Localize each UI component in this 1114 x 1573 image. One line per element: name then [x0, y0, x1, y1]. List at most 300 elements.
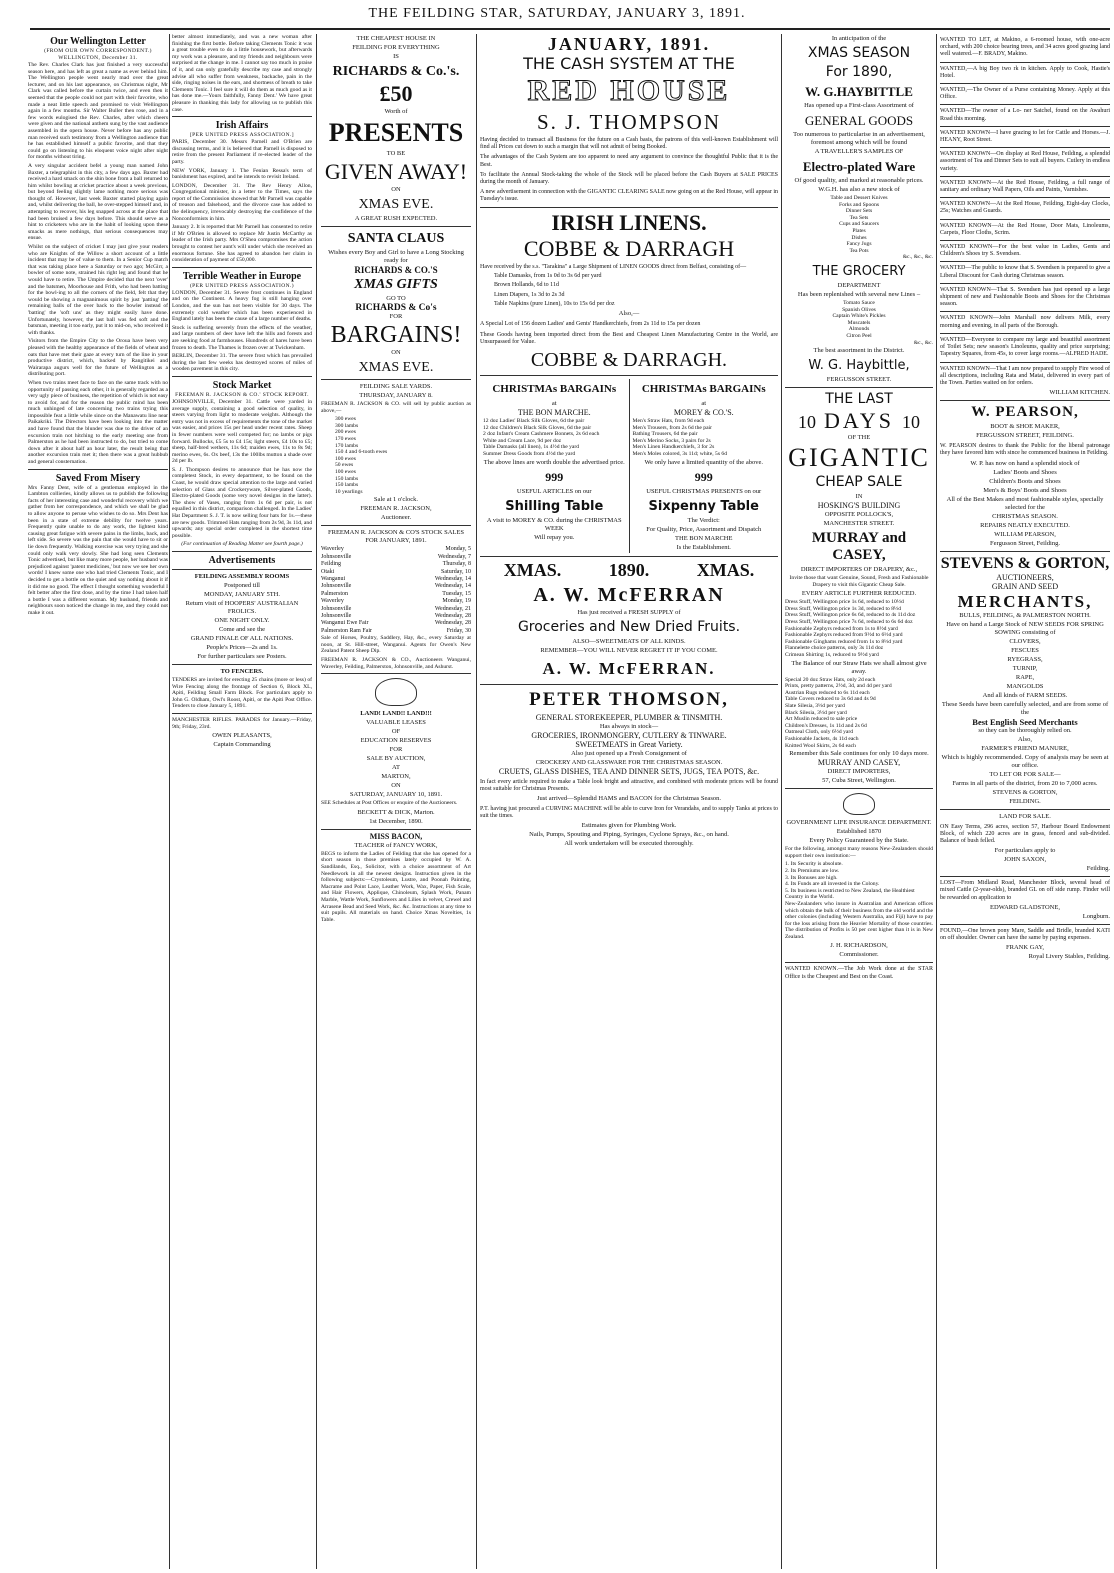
article-paragraph: January 2. It is reported that Mr Parnell has consented to retire if Mr O'Brien is allowed to replace Mr Justin McCarthy as leader of the Irish party. Mrs O'Shea compromises the action brought to contest her aunt's will under which she received an enormous fortune. She has agreed to abandon her claim in consideration of payment of £50,000.	[172, 224, 312, 264]
ad-heading: XMAS EVE.	[358, 197, 434, 212]
sale-row: Wanganui Ewe Fair Wednesday, 28	[321, 620, 471, 627]
ad-line: AUCTIONEERS,	[996, 572, 1054, 582]
ad-heading: A. W. McFERRAN.	[542, 658, 716, 678]
list-item: Table Covers reduced to 3s 6d and 4s 9d	[785, 696, 876, 703]
ad-line: Have on hand a Large Stock of NEW SEEDS FOR SPRING SOWING consisting of	[946, 620, 1104, 636]
ad-signature: Royal Livery Stables, Feilding.	[1028, 953, 1110, 961]
ad-text: For the following, amongst many reasons New-Zealanders should support their own institution:—	[785, 846, 933, 859]
divider	[940, 104, 1110, 105]
ad-signature: OWEN PLEASANTS,	[212, 732, 272, 740]
divider	[172, 569, 312, 570]
ad-text: FREEMAN R. JACKSON & CO., Auctioneers Wanganui, Waverley, Feilding, Palmerston, Johnsonville, and Ashurst.	[321, 656, 471, 670]
royal-arms-icon	[375, 678, 417, 706]
ad-heading: THE LAST	[825, 391, 893, 408]
divider	[940, 176, 1110, 177]
ad-heading: 999	[694, 469, 713, 484]
ad-line: Also just opened up a Fresh Consignment of	[571, 749, 687, 757]
divider	[785, 788, 933, 789]
ad-heading: GIVEN AWAY!	[324, 159, 468, 184]
sale-item: 10 yearlings	[335, 488, 363, 495]
sale-item: 50 ewes	[335, 462, 354, 469]
ad-line: W. P. has now on hand a splendid stock of	[970, 459, 1080, 467]
list-item: Fashionable Zephyrs reduced from 9½d to 6½d yard	[785, 632, 903, 639]
list-item: &c., &c., &c.	[902, 254, 933, 261]
list-item: TURNIP,	[1012, 664, 1038, 672]
ad-signature: Commissioner.	[839, 951, 879, 959]
classified-ad: WANTED KNOWN—John Marshall now delivers Milk, every morning and evening, in all parts of the Borough.	[940, 315, 1110, 329]
list-item: Tea Sets	[849, 214, 869, 221]
ad-heading: GENERAL GOODS	[804, 113, 914, 128]
ad-line: FERGUSSON STREET.	[826, 376, 892, 384]
list-item: Fancy Jugs	[846, 241, 872, 248]
two-ad-split	[480, 379, 778, 553]
article-paragraph: Visitors from the Empire City to the Oroua have been very pleased with the healthy appearance of the fields of wheat and oats that have met their gaze at every turn of the line in your productive district, which, backed by Rangitikei and Wairarapa augurs well for the future of Wellington as a distributing port.	[28, 338, 168, 378]
ad-heading: IRISH LINENS.	[551, 209, 707, 235]
divider	[940, 219, 1110, 220]
ad-heading: MERCHANTS,	[957, 591, 1093, 611]
classified-ad: WANTED—The owner of a Lo- ner Satchel, found on the Awahuri Road this morning.	[940, 108, 1110, 122]
ad-line: The best assortment in the District.	[813, 347, 905, 355]
ad-signature: Captain Commanding	[213, 741, 271, 749]
ad-line: SALE BY AUCTION,	[366, 755, 426, 763]
ad-signature: MURRAY AND CASEY,	[817, 758, 901, 768]
ad-line: All work undertaken will be executed thoroughly.	[564, 840, 694, 848]
column-3	[321, 34, 471, 1569]
ad-text: FOUND,—One brown pony Mare, Saddle and Bridle, branded KATI on off shoulder. Owner can have the same by paying expenses.	[940, 927, 1110, 941]
ad-line: Come and see the	[218, 626, 266, 633]
ad-line: SWEETMEATS in Great Variety.	[575, 739, 683, 749]
article-heading: Saved From Misery	[55, 472, 141, 484]
ad-signature: WILLIAM KITCHEN.	[1049, 389, 1110, 397]
ad-line: FOR	[389, 313, 403, 320]
ad-line: Established 1870	[836, 828, 882, 836]
sale-row: Wanganui Wednesday, 14	[321, 575, 471, 582]
article-heading: Stock Market	[212, 379, 272, 391]
ad-text: WANTED KNOWN.—The Job Work done at the STAR Office is the Cheapest and Best on the Coast.	[785, 966, 933, 980]
ad-line: THURSDAY, JANUARY 8.	[359, 392, 433, 399]
ad-line: Just arrived—Splendid HAMS and BACON for the Christmas Season.	[537, 795, 721, 803]
list-item: Men's Merino Socks, 3 pairs for 2s	[632, 437, 711, 444]
sale-item: 200 ewes	[335, 429, 356, 436]
article-heading: Terrible Weather in Europe	[182, 270, 302, 282]
list-item: &c., &c.	[913, 339, 933, 346]
list-item: RYEGRASS,	[1007, 655, 1043, 663]
ad-line: DEPARTMENT	[837, 281, 881, 289]
ad-line: Has always in stock—	[599, 722, 659, 730]
list-item: 2 doz Infant's Cream Cashmere Bonnets, 2s 6d each	[483, 431, 600, 438]
divider	[940, 924, 1110, 925]
list-item: Spanish Olives	[842, 306, 876, 313]
divider	[172, 713, 312, 714]
list-item: Muscatels	[847, 319, 871, 326]
ad-line: FOR	[389, 746, 403, 754]
ad-line: W.G.H. has also a new stock of	[818, 186, 900, 193]
ad-signature: FREEMAN R. JACKSON,	[360, 505, 432, 513]
ad-heading: W. G.HAYBITTLE	[805, 84, 913, 99]
ad-heading: PRESENTS	[328, 118, 464, 147]
list-item: Men's Linen Handkerchiefs, 3 for 2s	[632, 444, 715, 451]
ad-heading: GOVERNMENT LIFE INSURANCE DEPARTMENT.	[786, 819, 932, 827]
divider	[940, 147, 1110, 148]
divider	[940, 876, 1110, 877]
list-item: Table Damasks (all linen), 1s 4½d the yard	[483, 444, 580, 451]
ad-line: USEFUL CHRISTMAS PRESENTS on our	[646, 487, 762, 495]
ad-line: ONE NIGHT ONLY.	[214, 617, 270, 624]
ad-text: Sale of Horses, Poultry, Saddlery, Hay, &c., every Saturday at noon, at St. Hill-street, Wanganui. Agents for Owen's New Zealand Patent Sheep Dip.	[321, 635, 471, 655]
ad-line: TEACHER of FANCY WORK,	[354, 841, 438, 849]
ad-line: REPAIRS NEATLY EXECUTED.	[980, 521, 1070, 529]
ad-signature: DIRECT IMPORTERS,	[827, 768, 891, 776]
sale-row: Palmerston Ram Fair Friday, 30	[321, 627, 471, 634]
divider	[940, 809, 1110, 810]
sale-row: Johnsonville Wednesday, 7	[321, 553, 471, 560]
ad-line: IS	[393, 53, 399, 60]
column-4	[480, 34, 778, 1569]
list-item: 1. Its Security is absolute.	[785, 861, 843, 868]
ad-text: MANCHESTER RIFLES. PARADES for January.—Friday, 9th; Friday, 23rd.	[172, 716, 312, 730]
ad-heading: JANUARY, 1891.	[547, 34, 711, 54]
ad-signature: FEILDING.	[1009, 797, 1041, 805]
ad-line: Estimates given for Plumbing Work.	[581, 822, 677, 830]
dateline: WELLINGTON, December 31.	[58, 55, 138, 61]
ad-line: These Seeds have been carefully selected, and are from some of the	[941, 700, 1109, 716]
column-5	[785, 34, 933, 1569]
ad-line: Is the Establishment.	[676, 543, 731, 551]
divider	[172, 116, 312, 117]
ad-line: ALSO—SWEETMEATS OF ALL KINDS.	[572, 637, 686, 645]
article-paragraph: S. J. Thompson desires to announce that he has now the completest Stock, in every department, to be found on the Coast, he would draw special attention to the large and varied selection of Glass and Crockeryware, Silver-plated Goods, Electro-plated Goods (some very novel designs in the latter). The show of Vases, ranging from 1s 6d per pair, is not equalled in this district, comparison challenged. In the Ladies' Hat Department S. J. T. is now selling four hats for 1s.—these are new goods. Trimmed Hats ranging from 2s 9d, 3s 11d, and upwards; any special order completed in the shortest time possible.	[172, 466, 312, 539]
ad-heading: XMAS.	[696, 559, 755, 580]
ad-text: These Goods having been imported direct from the Best and Cheapest Linen Manufacturing Centre in the World, are Unsurpassed for Value.	[480, 331, 778, 345]
divider	[785, 962, 933, 963]
ad-line: Of good quality, and marked at reasonable prices.	[794, 177, 924, 184]
ad-text: New-Zealanders who insure in Australian and American offices which obtain the bulk of their business from the old world and the other colonies (including Western Australia, and Fiji) have to pay for the loss arising from the Heavier Mortality of those countries. The distribution of Profits is 50 per cent higher than it is in New Zealand.	[785, 900, 933, 940]
list-item: Crimean Shirting 1s, reduced to 9½d yard	[785, 652, 879, 659]
sale-item: 150 lambs	[335, 482, 359, 489]
list-item: Dress Stuff, Wellington price 1s 6d, reduced to 10½d	[785, 599, 904, 606]
byline: [PER UNITED PRESS ASSOCIATION.]	[189, 132, 295, 139]
sale-item: 170 lambs	[335, 442, 359, 449]
ad-line: In anticipation of the	[831, 35, 887, 42]
ad-text: A Special Lot of 156 dozen Ladies' and Gents' Handkerchiefs, from 2s 11d to 15s per dozen	[480, 321, 701, 328]
ad-line: OF THE	[847, 434, 871, 442]
article-paragraph: The Rev. Charles Clark has just finished a very successful season here, and has left as great a name as ever behind him. The Wellington people went nearly mad over the great lecturer, and on his last appearance, on Christmas night, Mr Clark was called before the curtain twice, and even then it seemed that the people could not part with their favorite, who made a neat little speech and promised to visit Wellington again in a few months. Sir Walter Buller then rose, and in a few words eulogised the Rev. Charles, after which cheers were given and the national anthem sung by the vast audience assembled in the opera house. Never before has any public man received such testimony from a Wellington audience that he has established himself a public favorite, and that they could go on listening to his eloquent voice night after night for months without tiring.	[28, 62, 168, 161]
list-item: Dinner Sets	[845, 208, 873, 215]
ad-line: Farms in all parts of the district, from 20 to 7,000 acres.	[952, 779, 1098, 787]
ad-heading: XMAS EVE.	[358, 360, 434, 375]
ad-heading: THE CASH SYSTEM AT THE	[523, 54, 735, 73]
ad-line: DIRECT IMPORTERS OF DRAPERY, &c.,	[800, 566, 918, 574]
ad-heading: RICHARDS & Co.'s.	[332, 64, 460, 79]
ad-line: GRAND FINALE OF ALL NATIONS.	[190, 635, 294, 642]
ad-signature: JOHN SAXON,	[1003, 856, 1047, 864]
divider	[940, 283, 1110, 284]
ad-line: Will repay you.	[534, 533, 575, 541]
ad-line: All of the Best Makes and most fashionable styles, specially selected for the	[946, 495, 1104, 511]
list-item: Slate Silesia, 3½d per yard	[785, 703, 845, 709]
ad-line: THE BON MARCHE.	[517, 408, 591, 418]
divider	[940, 362, 1110, 363]
ad-line: FEILDING FOR EVERYTHING	[352, 44, 440, 51]
ad-line: REMEMBER—YOU WILL NEVER REGRET IT IF YOU COME.	[540, 646, 718, 654]
ad-line: THE BON MARCHE	[675, 534, 733, 542]
ad-text: ON Easy Terms, 296 acres, section 57, Harbour Board Endowment Block, of which 220 acres are in grass, fenced and sub-divided. Balance of bush felled.	[940, 823, 1110, 844]
ad-line: Nails, Pumps, Spouting and Piping, Syringes, Cyclone Sprays, &c., on hand.	[529, 831, 729, 839]
list-item: Children's Dresses, 1s 11d and 2s 6d	[785, 722, 867, 729]
ad-line: FERGUSSON STREET, FEILDING.	[976, 432, 1074, 440]
ad-line: so they can be thoroughly relied on.	[978, 726, 1072, 734]
article-paragraph: A very singular accident befel a young man named John Baxter, a telegraphist in this city, a few days ago. Baxter had received a hard smack on the shin bone from a ball returned to him whilst bowling at cricket practice about a week previous, but beyond feeling slightly lame nothing more serious was thought of. However, last week Baxter started playing again and, whilst delivering the ball, he over-stepped himself and, in attempting to recover, his leg snapped across at the place that had been bruised a few days before. This should serve as a hint to cricketers who are in the habit of looking upon these smacks as mere nothings, that serious consequences may ensue.	[28, 162, 168, 242]
ad-line: Has opened up a First-class Assortment of	[804, 102, 914, 109]
list-item: Black Silesia, 3½d per yard	[785, 709, 847, 716]
ad-signature: Longburn.	[1082, 912, 1110, 920]
divider	[172, 551, 312, 552]
ad-signature: Feilding.	[1086, 865, 1110, 873]
column-2	[172, 34, 312, 1569]
ad-line: RICHARDS & CO.'S	[354, 265, 438, 275]
ad-line: TO LET OR FOR SALE—	[989, 770, 1061, 778]
ad-heading: FEILDING ASSEMBLY ROOMS	[194, 573, 290, 580]
ad-line: For further particulars see Posters.	[197, 653, 287, 660]
list-item: Fashionable Zephyrs reduced from 1s to 8½d yard	[785, 625, 898, 632]
ad-text: Having decided to transact all Business for the future on a Cash basis, the patrons of this well-known Establishment will find all Prices cut down to such a margin that will not admit of being Booked.	[480, 137, 778, 151]
list-item: Plates	[852, 227, 866, 234]
divider	[28, 469, 168, 470]
ad-signature: FRANK GAY,	[1006, 944, 1044, 952]
masthead-rule	[30, 28, 1110, 30]
list-item: Citron Peel	[846, 332, 872, 339]
list-item: Prints, pretty patterns, 2½d, 3d, and 4d per yard	[785, 683, 892, 690]
ad-line: GO TO	[386, 295, 406, 302]
article-paragraph: Stock is suffering severely from the effects of the weather, and large numbers of deer have left the hills and forests and are seeking food at farmhouses. Hundreds of hares have been frozen to death. The Thames is frozen over at Twickenham.	[172, 324, 312, 351]
column-rule	[169, 34, 170, 1569]
divider	[480, 684, 778, 685]
ad-line: For particulars apply to	[994, 847, 1056, 855]
divider	[940, 126, 1110, 127]
ad-line: The above lines are worth double the advertised price.	[483, 458, 625, 466]
ad-signature: 1st December, 1890.	[369, 817, 423, 825]
ad-heading: XMAS GIFTS	[354, 277, 438, 292]
list-item: Flannelette choice patterns, only 3s 11d doz	[785, 645, 884, 652]
divider	[940, 261, 1110, 262]
list-item: MANGOLDS	[1006, 682, 1044, 690]
ad-heading: Sixpenny Table	[648, 498, 759, 514]
ad-heading: A. W. McFERRAN	[533, 583, 725, 606]
article-paragraph: PARIS, December 30. Messrs Parnell and O'Brien are discussing terms, and it is believed that Parnell is disposed to retire from the present Parliament if re-elected leader of the party.	[172, 139, 312, 165]
sale-row: Johnsonville Wednesday, 28	[321, 612, 471, 619]
ad-text: A new advertisement in connection with the GIGANTIC CLEARING SALE now going on at the Red House, will appear in Tuesday's issue.	[480, 189, 778, 203]
ad-heading: THE GROCERY	[812, 263, 906, 279]
ad-line: MOREY & CO.'S.	[673, 408, 734, 418]
ad-line: Has just received a FRESH SUPPLY of	[577, 608, 681, 616]
ad-line: The Verdict:	[687, 516, 720, 524]
classified-ad: WANTED KNOWN—At the Red House, Door Mats, Linoleums, Carpets, Floor Cloths, Scrim.	[940, 222, 1110, 236]
ad-text: LOST—From Midland Road, Manchester Block, several head of mixed Cattle (2-year-olds), branded GL on off side rump. Finder will be rewarded on application to	[940, 880, 1110, 901]
article-paragraph: Whilst on the subject of cricket I may just give your readers who are Knights of the Willow a short account of a little incident that may be of value to them. In a Senior Cup match that was taking place here a Saturday or two ago; McGirr, a bowler of some note, strained his right leg and found that he would have to retire. The Umpire decided that the next 'over' and the batsmen, Moorhouse and Frith, who had been batting for the bowl-ing to all the corners of the field, felt that they would be showing a magnanimous spirit by just 'patting' the remaining balls of the over back to the bowler instead of 'batting' the 'soft uns' as they might easily have done. Unfortunately, however, the last ball was fed soft and the batsman, meeting it too early, put it to mid-on, who received it with thanks.	[28, 244, 168, 336]
ad-line: GROCERIES, IRONMONGERY, CUTLERY & TINWARE.	[531, 730, 727, 740]
ad-line: A GREAT RUSH EXPECTED.	[354, 215, 438, 222]
list-item: Almonds	[848, 326, 870, 333]
crown-icon	[843, 793, 875, 815]
article-paragraph: LONDON, December 31. Severe frost continues in England and on the Continent. A heavy fog is still hanging over London, and the sun has not been visible for 30 days. The extremely cold weather which has been experienced in England lately has been the cause of a large number of deaths.	[172, 289, 312, 323]
ad-line: CHRISTMAS SEASON.	[992, 512, 1058, 520]
article-paragraph: LONDON, December 31. The Rev Henry Allon, Congregational minister, in a letter to the Times, says the report of the Commission showed that Mr Parnell was capable of treason and falsehood, and the divorce case has added to the delinquency, irrevocably destroying the confidence of the Nonconformists in him.	[172, 182, 312, 222]
continuation-note: (For continuation of Reading Matter see fourth page.)	[181, 541, 303, 548]
article-heading: Our Wellington Letter	[50, 36, 146, 47]
list-item: Special 20 doz Straw Hats, only 2d each	[785, 676, 876, 683]
list-item: 4. Its Funds are all invested in the Colony.	[785, 881, 880, 888]
column-rule	[316, 34, 317, 1569]
list-item: Dress Stuff, Wellington price 1s 3d, reduced to 8½d	[785, 605, 902, 612]
list-item: Dress Stuff, Wellington price 6s 6d, reduced to 4s 11d doz	[785, 612, 916, 619]
sale-item: 170 ewes	[335, 435, 356, 442]
list-item: 12 doz Ladies' Black Silk Gloves, 6d the pair	[483, 418, 585, 425]
divider	[321, 226, 471, 227]
column-rule	[936, 34, 937, 1569]
list-item: Dishes	[851, 234, 867, 241]
sale-row: Waverley Monday, 5	[321, 546, 471, 553]
list-item: Art Muslin reduced to sale price	[785, 716, 858, 723]
ad-text: SEE Schedules at Post Offices or enquire of the Auctioneers.	[321, 800, 458, 807]
divider	[480, 207, 778, 208]
ad-line: FARMER'S FRIEND MANURE,	[981, 744, 1069, 752]
list-item: Men's Trousers, from 2s 6d the pair	[632, 424, 712, 431]
divider	[321, 525, 471, 526]
ad-line: Postponed till	[224, 582, 260, 589]
ad-line: at	[701, 400, 707, 408]
ad-text: The advantages of the Cash System are too apparent to need any argument to convince the thoughtful Public that it is the Best.	[480, 154, 778, 168]
article-paragraph: NEW YORK, January 1. The Fenian Ressa's term of banishment has expired, and he intends to revisit Ireland.	[172, 167, 312, 181]
classified-ad: WANTED,—The Owner of a Purse containing Money. Apply at this Office.	[940, 87, 1110, 101]
sale-row: Waverley Monday, 19	[321, 598, 471, 605]
list-item: 5. Its business is restricted to New Zealand, the Healthiest Country in the World.	[785, 887, 915, 901]
ad-line: MARTON,	[381, 773, 411, 781]
ad-heading: 1890.	[608, 559, 650, 580]
list-item: Table Damasks, from 1s 0d to 3s 6d per yard	[494, 272, 602, 279]
ad-heading: LAND! LAND!! LAND!!!	[360, 710, 432, 718]
divider	[321, 673, 471, 674]
ad-line: MONDAY, JANUARY 5TH.	[204, 591, 280, 598]
list-item: Table Napkins (pure Linen), 10s to 15s 6d per doz	[494, 301, 615, 308]
ad-heading: CHEAP SALE	[815, 474, 903, 491]
ad-line: ON	[391, 186, 401, 193]
ad-line: Worth of	[384, 108, 408, 115]
ad-text: To facilitate the Annual Stock-taking the whole of the Stock will be placed before the Cash Buyers at SALE PRICES during the month of January.	[480, 171, 778, 186]
ad-line: HOSKING'S BUILDING	[817, 501, 901, 511]
ad-heading: GIGANTIC	[788, 443, 930, 473]
divider	[940, 83, 1110, 84]
ad-line: Return visit of HOOPERS' AUSTRALIAN FROLICS.	[185, 600, 299, 615]
byline: (FROM OUR OWN CORRESPONDENT.)	[44, 48, 152, 54]
ad-line: Best English Seed Merchants	[972, 716, 1078, 727]
article-paragraph: BERLIN, December 31. The severe frost which has prevailed during the last few weeks has destroyed scores of miles of wooden pavement in this city.	[172, 353, 312, 373]
list-item: Oatmeal Cloth, only 6½d yard	[785, 729, 854, 736]
sale-row: Otaki Saturday, 10	[321, 568, 471, 575]
divider	[321, 829, 471, 830]
ad-heading: Groceries and New Dried Fruits.	[517, 618, 741, 635]
ad-line: MANCHESTER STREET.	[823, 520, 895, 528]
list-item: Tomato Sauce	[843, 299, 875, 306]
ad-heading: LAND FOR SALE.	[999, 812, 1051, 820]
ad-line: EVERY ARTICLE FURTHER REDUCED.	[801, 590, 917, 598]
ad-signature: Fergusson Street, Feilding.	[990, 539, 1060, 547]
ad-text: BEGS to inform the Ladies of Feilding that she has opened for a short season in those premises lately occupied by W. A. Sandilands, Esq., Solicitor, with a choice assortment of Art Needlework in all the newest designs. Instruction given in the following subjects:—Crystoleum, Lustre, and Poonah Painting, Macrame and Point Lace, Leather Work, Wax, Paper, Fish Scale, and Hair Flowers, Applique, Chinoleum, Splash Work, Panam Marble, Wattle Work, Sunflowers and Lilies in velvet, Crewel and Arrasene Bead and Seed Work, &c. &c. Instructions at any time to suit pupils. All materials on hand. Choice Xmas Novelties, 1s Table.	[321, 850, 471, 923]
list-item: Austrian Rugs reduced to 6s 11d each	[785, 689, 870, 696]
ad-line: For Quality, Price, Assortment and Dispatch	[646, 525, 762, 533]
list-item: Captain White's Pickles	[832, 313, 886, 320]
column-1	[28, 34, 168, 1569]
ad-text: FREEMAN R. JACKSON & CO. will sell by public auction as above,—	[321, 401, 471, 414]
ad-heading-row	[480, 560, 778, 581]
ad-text: TENDERS are invited for erecting 25 chains (more or less) of Wire Fencing along the frontage of Section 6, Block XL, Apiti, Feilding Small Farm Block. For particulars apply to John G. Oldham, Owl's Roost, Apiti, or the Apiti Post Office. Tenders to close January 5, 1891.	[172, 677, 312, 710]
ad-text: W. PEARSON desires to thank the Public for the liberal patronage they have favored him with since he commenced business in Feilding.	[940, 443, 1110, 457]
ad-signature: Auctioneer.	[380, 514, 412, 522]
list-item: Fashionable Jackets, 4s 11d each	[785, 735, 859, 742]
sale-row: Johnsonville Wednesday, 14	[321, 583, 471, 590]
ad-signature: WILLIAM PEARSON,	[994, 530, 1056, 538]
list-item: 2. Its Premiums are low.	[785, 867, 840, 874]
divider	[940, 333, 1110, 334]
sale-row: Johnsonville Wednesday, 21	[321, 605, 471, 612]
list-item: RAPE,	[1015, 673, 1035, 681]
classified-ad: WANTED KNOWN—For the best value in Ladies, Gents and Children's Shoes try S. Svendsen.	[940, 244, 1110, 258]
list-item: Cups and Saucers	[839, 221, 879, 228]
ad-line: Too numerous to particularise in an advertisement, foremost among which will be found	[793, 131, 925, 146]
ad-heading: £50	[379, 81, 413, 106]
ad-line: CROCKERY AND GLASSWARE FOR THE CHRISTMAS SEASON.	[535, 758, 723, 766]
ad-line: OF	[391, 728, 401, 736]
ad-signature: J. H. RICHARDSON,	[830, 942, 888, 950]
byline: (PER UNITED PRESS ASSOCIATION.)	[189, 282, 295, 289]
ad-line: RICHARDS & Co's	[355, 303, 437, 313]
list-item: 12 doz Children's Black Silk Gloves, 6d the pair	[483, 424, 592, 431]
ad-heading: DAYS	[824, 408, 894, 434]
ad-heading: 999	[545, 469, 564, 484]
list-item: FESCUES	[1011, 646, 1039, 654]
ad-heading: RED HOUSE	[527, 74, 731, 107]
article-heading: Irish Affairs	[215, 120, 269, 132]
divider	[940, 62, 1110, 63]
classified-ad: WANTED KNOWN—At the Red House, Feilding, Eight-day Clocks, 25s; Watches and Guards.	[940, 201, 1110, 215]
ad-heading: COBBE & DARRAGH	[523, 235, 735, 261]
ad-heading: XMAS.	[503, 559, 562, 580]
list-item: Men's & Boys' Boots and Shoes	[983, 486, 1067, 494]
ad-heading: For 1890,	[825, 64, 893, 80]
ad-signature: STEVENS & GORTON,	[992, 788, 1058, 796]
list-item: Table and Dessert Knives	[830, 195, 888, 201]
ad-heading-row	[785, 410, 933, 433]
ad-text: Have received by the s.s. "Tarakina" a Large Shipment of LINEN GOODS direct from Belfast, consisting of—	[480, 263, 747, 270]
ad-line: Wishes every Boy and Girl to have a Long Stocking ready for	[328, 249, 464, 264]
ad-line: Sale at 1 o'clock.	[373, 496, 419, 504]
divider	[480, 556, 778, 557]
ad-line: EDUCATION RESERVES	[360, 737, 432, 745]
ad-heading: Electro-plated Ware	[802, 159, 916, 174]
ad-line: IN	[855, 493, 863, 501]
list-item: Summer Dress Goods from 4½d the yard	[483, 451, 576, 458]
divider	[940, 197, 1110, 198]
masthead: THE FEILDING STAR, SATURDAY, JANUARY 3, 1891.	[368, 6, 746, 21]
divider	[785, 387, 933, 388]
ad-heading: SANTA CLAUS	[347, 231, 445, 246]
ad-heading: BARGAINS!	[330, 322, 462, 348]
ad-line: USEFUL ARTICLES on our	[516, 487, 592, 495]
sale-row: Feilding Thursday, 8	[321, 561, 471, 568]
article-paragraph: When two trains meet face to face on the same track with no opportunity of passing each other, it is generally regarded as a very ugly piece of business, the repetition of which is not easy to avoid for, and for the reason the public mind has been much unhinged of late concerning two trains trying this impossible feat a little while since on the Manawatu line near Paikakriki. The Directors have been looking into the matter and have found that the blunder was due to the driver of an excursion train not hitching to the early meeting one from Palmerston as he had been instructed to do, but tried to come down after it about half an hour later, the result being that another excursion train met it; then there was a great hubbub and general consternation.	[28, 379, 168, 466]
list-item: Men's Moles colored, 3s 11d; white, 5s 6d	[632, 451, 727, 458]
ad-line: Also,—	[618, 310, 640, 318]
divider	[321, 379, 471, 380]
